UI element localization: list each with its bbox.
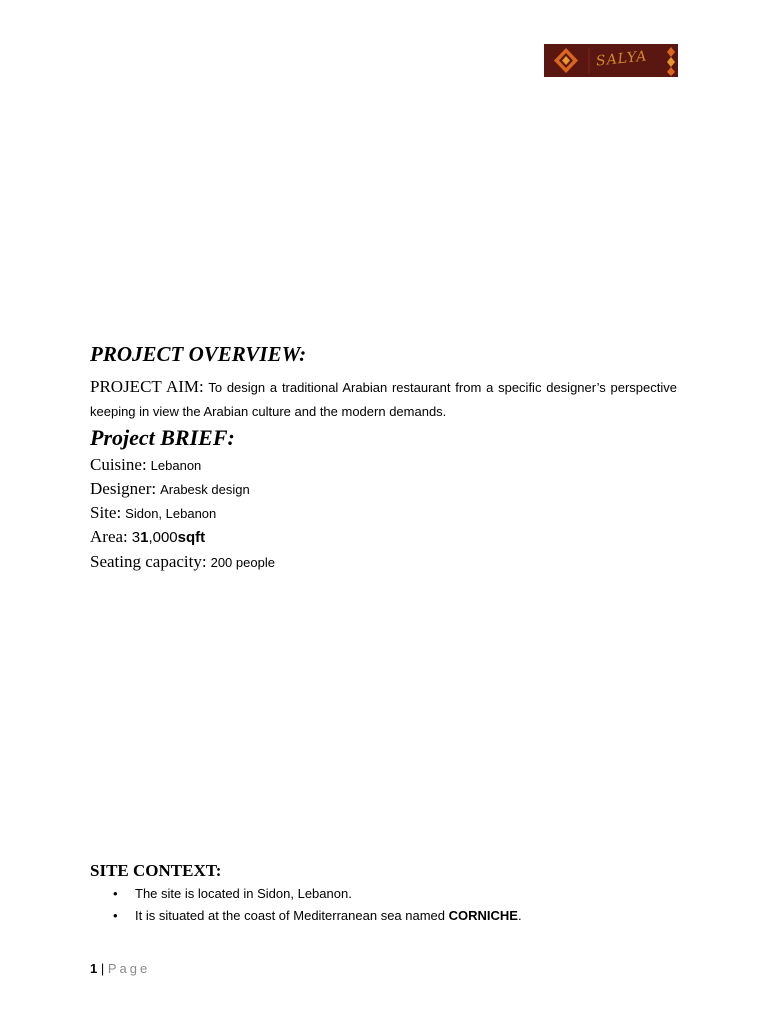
logo-text: SALYA	[595, 48, 649, 70]
list-item	[90, 905, 677, 927]
seating-label: Seating capacity:	[90, 552, 207, 571]
designer-label: Designer:	[90, 479, 157, 498]
bullet-text: It is situated at the coast of Mediterranean sea named CORNICHE.	[135, 908, 522, 923]
project-aim-label: PROJECT AIM:	[90, 377, 204, 396]
cuisine-value: Lebanon	[150, 458, 202, 473]
page-footer	[90, 958, 150, 980]
salya-logo	[544, 44, 678, 77]
list-item	[90, 883, 677, 905]
cuisine-label: Cuisine:	[90, 455, 147, 474]
site-context-list	[90, 883, 677, 927]
designer-value: Arabesk design	[160, 482, 250, 497]
corniche-emphasis: CORNICHE	[448, 908, 518, 923]
page-number: 1	[90, 961, 98, 976]
project-brief-heading: Project BRIEF:	[90, 425, 235, 450]
area-label: Area:	[90, 527, 128, 546]
vertical-ornament-icon	[667, 47, 675, 76]
project-aim-text: To design a traditional Arabian restaurant from a specific designer’s perspective keeping in view the Arabian culture and the modern demands.	[90, 380, 677, 419]
site-label: Site:	[90, 503, 122, 522]
site-value: Sidon, Lebanon	[125, 506, 217, 521]
bullet-icon: •	[113, 886, 118, 901]
seating-value: 200 people	[210, 555, 275, 570]
area-row	[90, 526, 205, 549]
area-value: 31,000sqft	[131, 529, 206, 546]
seating-row	[90, 551, 275, 574]
designer-row	[90, 478, 250, 501]
cuisine-row	[90, 454, 201, 477]
project-overview-heading: PROJECT OVERVIEW:	[90, 342, 307, 366]
site-row	[90, 502, 216, 525]
bullet-text: The site is located in Sidon, Lebanon.	[135, 886, 352, 901]
footer-separator: |	[100, 961, 105, 976]
bullet-icon: •	[113, 908, 118, 923]
site-context-heading: SITE CONTEXT:	[90, 861, 222, 880]
page-label: Page	[107, 961, 151, 976]
project-aim-paragraph	[90, 375, 677, 424]
